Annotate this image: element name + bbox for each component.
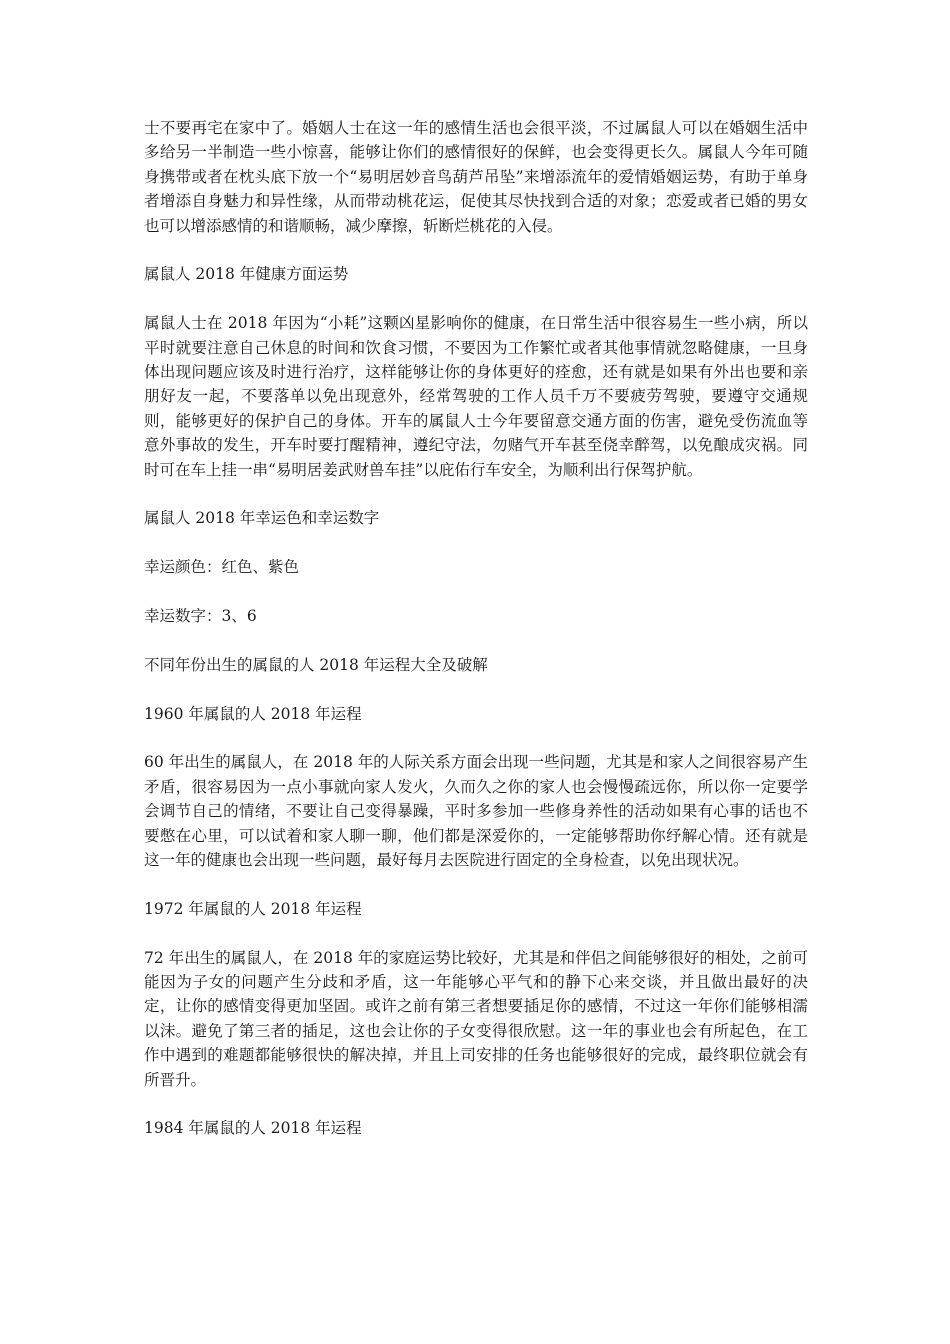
paragraph-health: 属鼠人士在 2018 年因为“小耗”这颗凶星影响你的健康，在日常生活中很容易生一些小病，所以平时就要注意自己休息的时间和饮食习惯，不要因为工作繁忙或者其他事情就忽略健康，一旦身体出现问题应该及时进行治疗，这样能够让你的身体更好的痊愈，还有就是如果有外出也要和亲朋好友一起，不要落单以免出现意外，经常驾驶的工作人员千万不要疲劳驾驶，要遵守交通规则，能够更好的保护自己的身体。开车的属鼠人士今年要留意交通方面的伤害，避免受伤流血等意外事故的发生，开车时要打醒精神，遵纪守法，勿赌气开车甚至侥幸醉驾，以免酿成灾祸。同时可在车上挂一串“易明居姜武财兽车挂”以庇佑行车安全，为顺利出行保驾护航。 — [144, 314, 808, 479]
heading-lucky: 属鼠人 2018 年幸运色和幸运数字 — [144, 509, 380, 528]
heading-1960: 1960 年属鼠的人 2018 年运程 — [144, 704, 362, 723]
paragraph-love-marriage: 士不要再宅在家中了。婚姻人士在这一年的感情生活也会很平淡，不过属鼠人可以在婚姻生活中多给另一半制造一些小惊喜，能够让你们的感情很好的保鲜，也会变得更长久。属鼠人今年可随身携带或者在枕头底下放一个“易明居妙音鸟葫芦吊坠”来增添流年的爱情婚姻运势，有助于单身者增添自身魅力和异性缘，从而带动桃花运，促使其尽快找到合适的对象；恋爱或者已婚的男女也可以增添感情的和谐顺畅，减少摩擦，斩断烂桃花的入侵。 — [144, 119, 808, 235]
document-page — [144, 116, 808, 1165]
paragraph-1960: 60 年出生的属鼠人，在 2018 年的人际关系方面会出现一些问题，尤其是和家人之间很容易产生矛盾，很容易因为一点小事就向家人发火，久而久之你的家人也会慢慢疏远你，所以你一定要学会调节自己的情绪，不要让自己变得暴躁，平时多参加一些修身养性的活动如果有心事的话也不要憋在心里，可以试着和家人聊一聊，他们都是深爱你的，一定能够帮助你纾解心情。还有就是这一年的健康也会出现一些问题，最好每月去医院进行固定的全身检查，以免出现状况。 — [144, 753, 808, 870]
heading-health: 属鼠人 2018 年健康方面运势 — [144, 265, 349, 284]
heading-birth-years: 不同年份出生的属鼠的人 2018 年运程大全及破解 — [144, 655, 488, 674]
heading-1972: 1972 年属鼠的人 2018 年运程 — [144, 899, 362, 918]
lucky-numbers: 幸运数字：3、6 — [144, 607, 257, 626]
heading-1984: 1984 年属鼠的人 2018 年运程 — [144, 1119, 362, 1138]
lucky-colors: 幸运颜色：红色、紫色 — [144, 558, 300, 577]
paragraph-1972: 72 年出生的属鼠人，在 2018 年的家庭运势比较好，尤其是和伴侣之间能够很好的相处，之前可能因为子女的问题产生分歧和矛盾，这一年能够心平气和的静下心来交谈，并且做出最好的决定，让你的感情变得更加坚固。或许之前有第三者想要插足你的感情，不过这一年你们能够相濡以沫。避免了第三者的插足，这也会让你的子女变得很欣慰。这一年的事业也会有所起色，在工作中遇到的难题都能够很快的解决掉，并且上司安排的任务也能够很好的完成，最终职位就会有所晋升。 — [144, 948, 808, 1089]
